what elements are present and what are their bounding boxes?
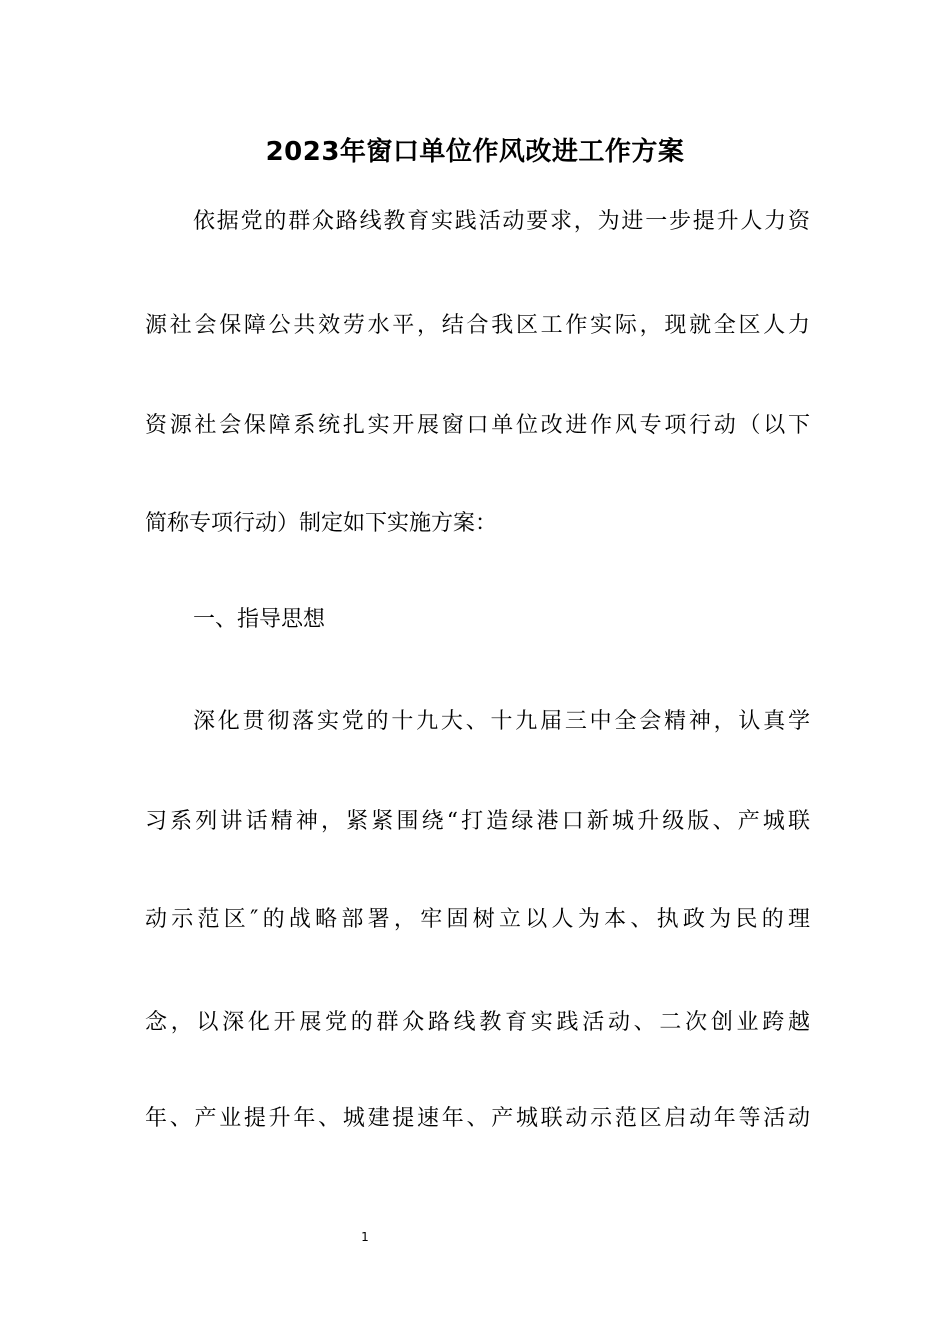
paragraph-line: 源社会保障公共效劳水平，结合我区工作实际，现就全区人力 (145, 313, 810, 338)
paragraph-line: 资源社会保障系统扎实开展窗口单位改进作风专项行动（以下 (145, 413, 810, 438)
section-heading: 一、指导思想 (193, 607, 326, 632)
paragraph-line: 深化贯彻落实党的十九大、十九届三中全会精神，认真学 (193, 709, 810, 734)
page-number: 1 (361, 1230, 369, 1244)
paragraph-line: 年、产业提升年、城建提速年、产城联动示范区启动年等活动 (145, 1106, 810, 1131)
paragraph-line: 依据党的群众路线教育实践活动要求，为进一步提升人力资 (193, 209, 810, 234)
paragraph-line: 念，以深化开展党的群众路线教育实践活动、二次创业跨越 (145, 1010, 810, 1035)
paragraph-line: 动示范区″的战略部署，牢固树立以人为本、执政为民的理 (145, 907, 810, 932)
document-title: 2023年窗口单位作风改进工作方案 (265, 137, 685, 167)
paragraph-line: 习系列讲话精神，紧紧围绕“打造绿港口新城升级版、产城联 (145, 809, 810, 834)
paragraph-line: 简称专项行动）制定如下实施方案： (145, 511, 498, 536)
